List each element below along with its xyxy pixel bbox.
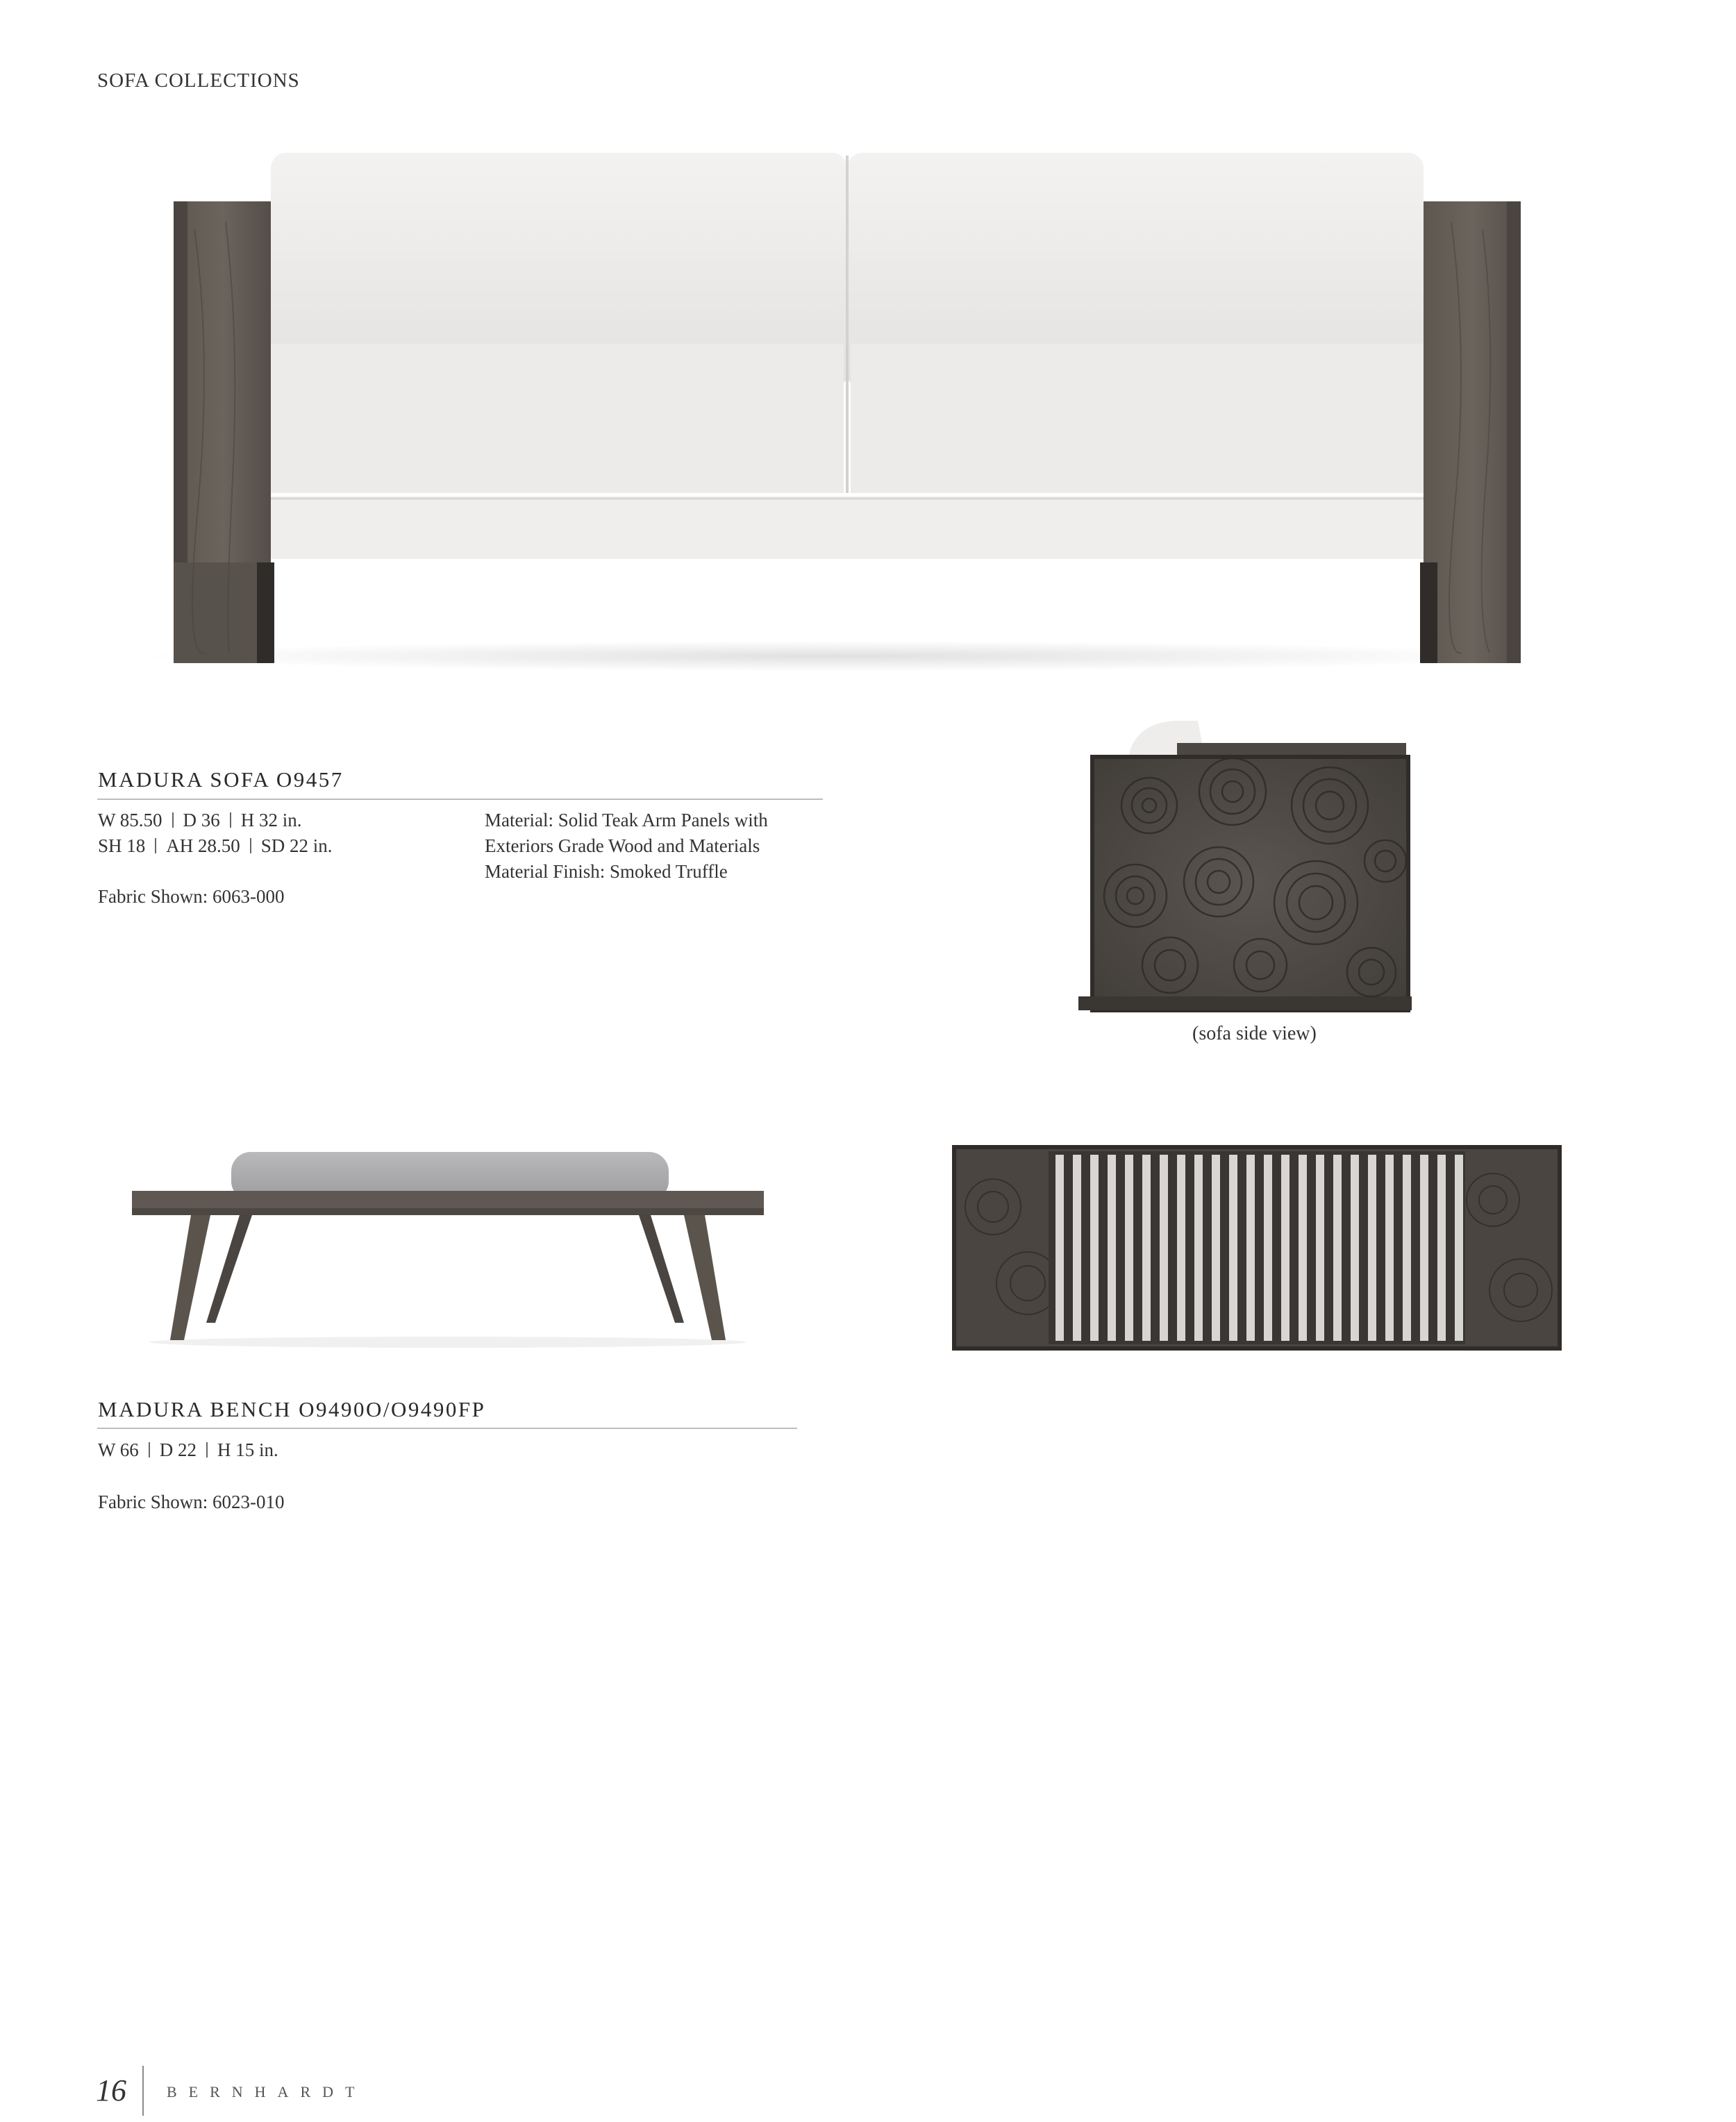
arm-panel-right: [1424, 201, 1521, 663]
page-number: 16: [96, 2073, 126, 2107]
bench-leg: [170, 1215, 210, 1340]
sofa-dims-line-2: SH 18 AH 28.50 SD 22 in.: [98, 835, 333, 856]
sofa-fabric: Fabric Shown: 6063-000: [98, 886, 285, 907]
side-view-caption: (sofa side view): [1192, 1023, 1317, 1044]
seat-base: [226, 496, 1469, 559]
footer-divider: [142, 2066, 144, 2116]
sofa-dims-line-1: W 85.50 D 36 H 32 in.: [98, 810, 302, 830]
sofa-title-rule: [97, 799, 823, 800]
sofa-dimensions: [98, 808, 333, 859]
side-panel: [1092, 757, 1408, 1010]
sofa-side-view-image: [1073, 715, 1427, 1021]
bench-title: MADURA BENCH O9490O/O9490FP: [98, 1397, 486, 1421]
section-label: SOFA COLLECTIONS: [97, 69, 300, 92]
sofa-side-illustration: [1073, 715, 1427, 1021]
bench-top-illustration: [951, 1144, 1562, 1353]
sofa-title: MADURA SOFA O9457: [98, 767, 344, 792]
bench-title-rule: [97, 1428, 797, 1429]
bench-image: [128, 1149, 767, 1351]
brand-wordmark: BERNHARDT: [167, 2083, 367, 2100]
bench-fabric: Fabric Shown: 6023-010: [98, 1492, 285, 1512]
bench-top-view-image: [951, 1144, 1562, 1353]
sofa-material: Material: Solid Teak Arm Panels with Exteriors Grade Wood and Materials Material Finish: Smoked Truffle: [485, 810, 768, 882]
sofa-front-image: [128, 146, 1538, 674]
arm-panel-left: [174, 201, 271, 472]
bench-illustration: [128, 1149, 767, 1351]
bench-dimensions: W 66 D 22 H 15 in.: [98, 1439, 278, 1460]
sofa-front-illustration: [128, 146, 1538, 674]
